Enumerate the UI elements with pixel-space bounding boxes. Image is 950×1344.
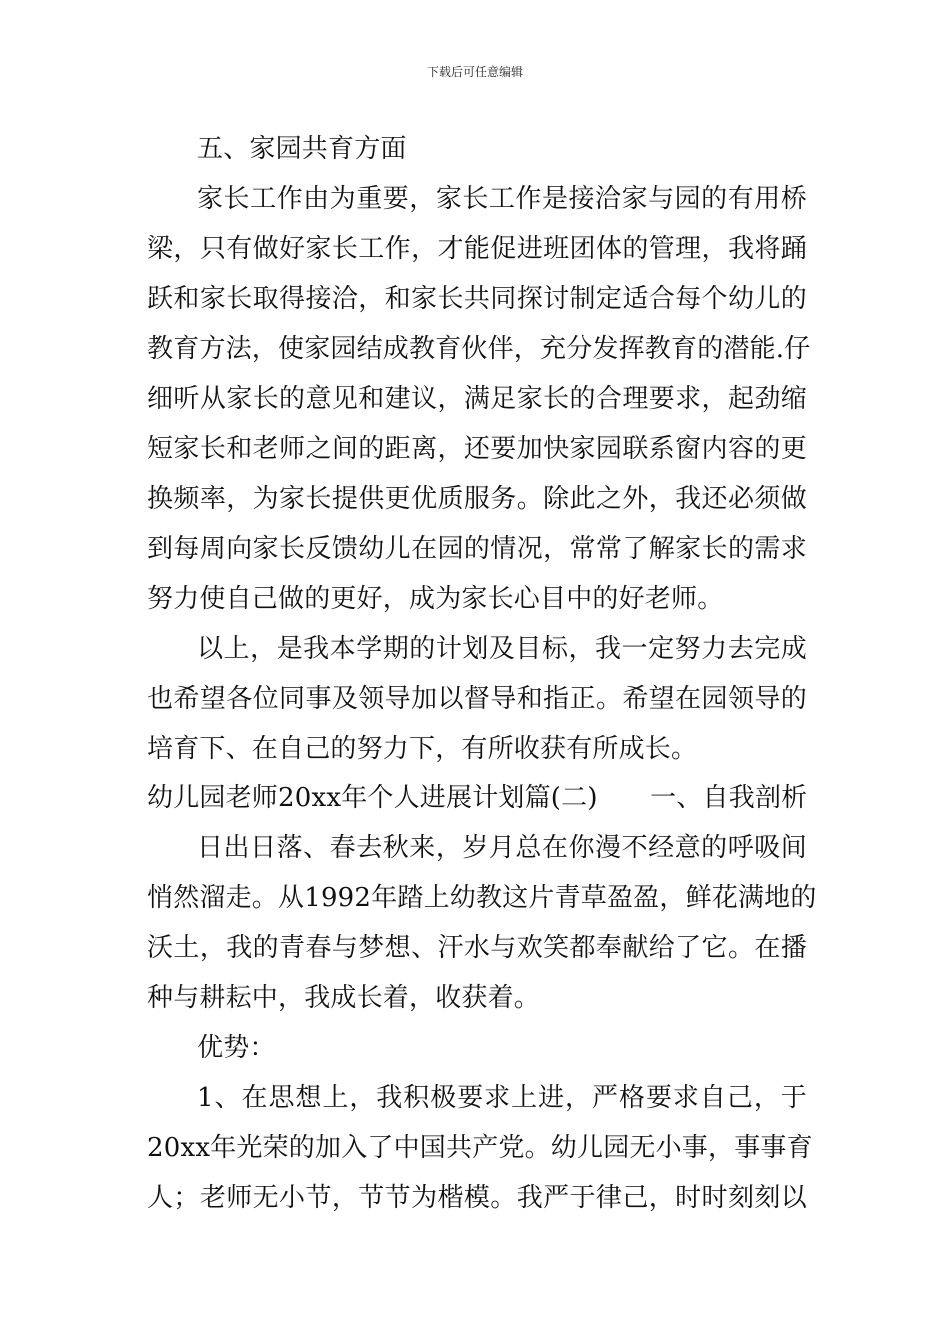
paragraph-line: 家长工作由为重要，家长工作是接洽家与园的有用桥 (197, 184, 807, 214)
paragraph-line: 到每周向家长反馈幼儿在园的情况，常常了解家长的需求 (147, 534, 807, 564)
paragraph-line: 日出日落、春去秋来，岁月总在你漫不经意的呼吸间 (197, 833, 807, 863)
paragraph-line: 种与耕耘中，我成长着，收获着。 (147, 983, 541, 1013)
paragraph-line: 悄然溜走。从1992年踏上幼教这片青草盈盈，鲜花满地的 (147, 883, 817, 913)
paragraph-line: 换频率，为家长提供更优质服务。除此之外，我还必须做 (147, 484, 807, 514)
article-title: 幼儿园老师20xx年个人进展计划篇(二) 一、自我剖析 (147, 783, 808, 813)
paragraph-line: 教育方法，使家园结成教育伙伴，充分发挥教育的潜能.仔 (147, 334, 811, 364)
paragraph-line: 20xx年光荣的加入了中国共产党。幼儿园无小事，事事育 (147, 1133, 813, 1163)
paragraph-line: 跃和家长取得接洽，和家长共同探讨制定适合每个幼儿的 (147, 284, 807, 314)
paragraph-line: 短家长和老师之间的距离，还要加快家园联系窗内容的更 (147, 434, 807, 464)
paragraph-line: 梁，只有做好家长工作，才能促进班团体的管理，我将踊 (147, 234, 807, 264)
section-heading: 五、家园共育方面 (197, 134, 407, 164)
paragraph-line: 也希望各位同事及领导加以督导和指正。希望在园领导的 (147, 684, 807, 714)
paragraph-line: 以上，是我本学期的计划及目标，我一定努力去完成 (197, 634, 807, 664)
paragraph-line: 培育下、在自己的努力下，有所收获有所成长。 (147, 734, 698, 764)
paragraph-line: 努力使自己做的更好，成为家长心目中的好老师。 (147, 584, 724, 614)
page-header: 下载后可任意编辑 (426, 65, 523, 79)
subheading: 优势： (197, 1033, 276, 1063)
paragraph-line: 1、在思想上，我积极要求上进，严格要求自己，于 (197, 1083, 807, 1113)
paragraph-line: 人；老师无小节，节节为楷模。我严于律己，时时刻刻以 (147, 1183, 807, 1213)
paragraph-line: 沃土，我的青春与梦想、汗水与欢笑都奉献给了它。在播 (147, 933, 807, 963)
paragraph-line: 细听从家长的意见和建议，满足家长的合理要求，起劲缩 (147, 384, 807, 414)
